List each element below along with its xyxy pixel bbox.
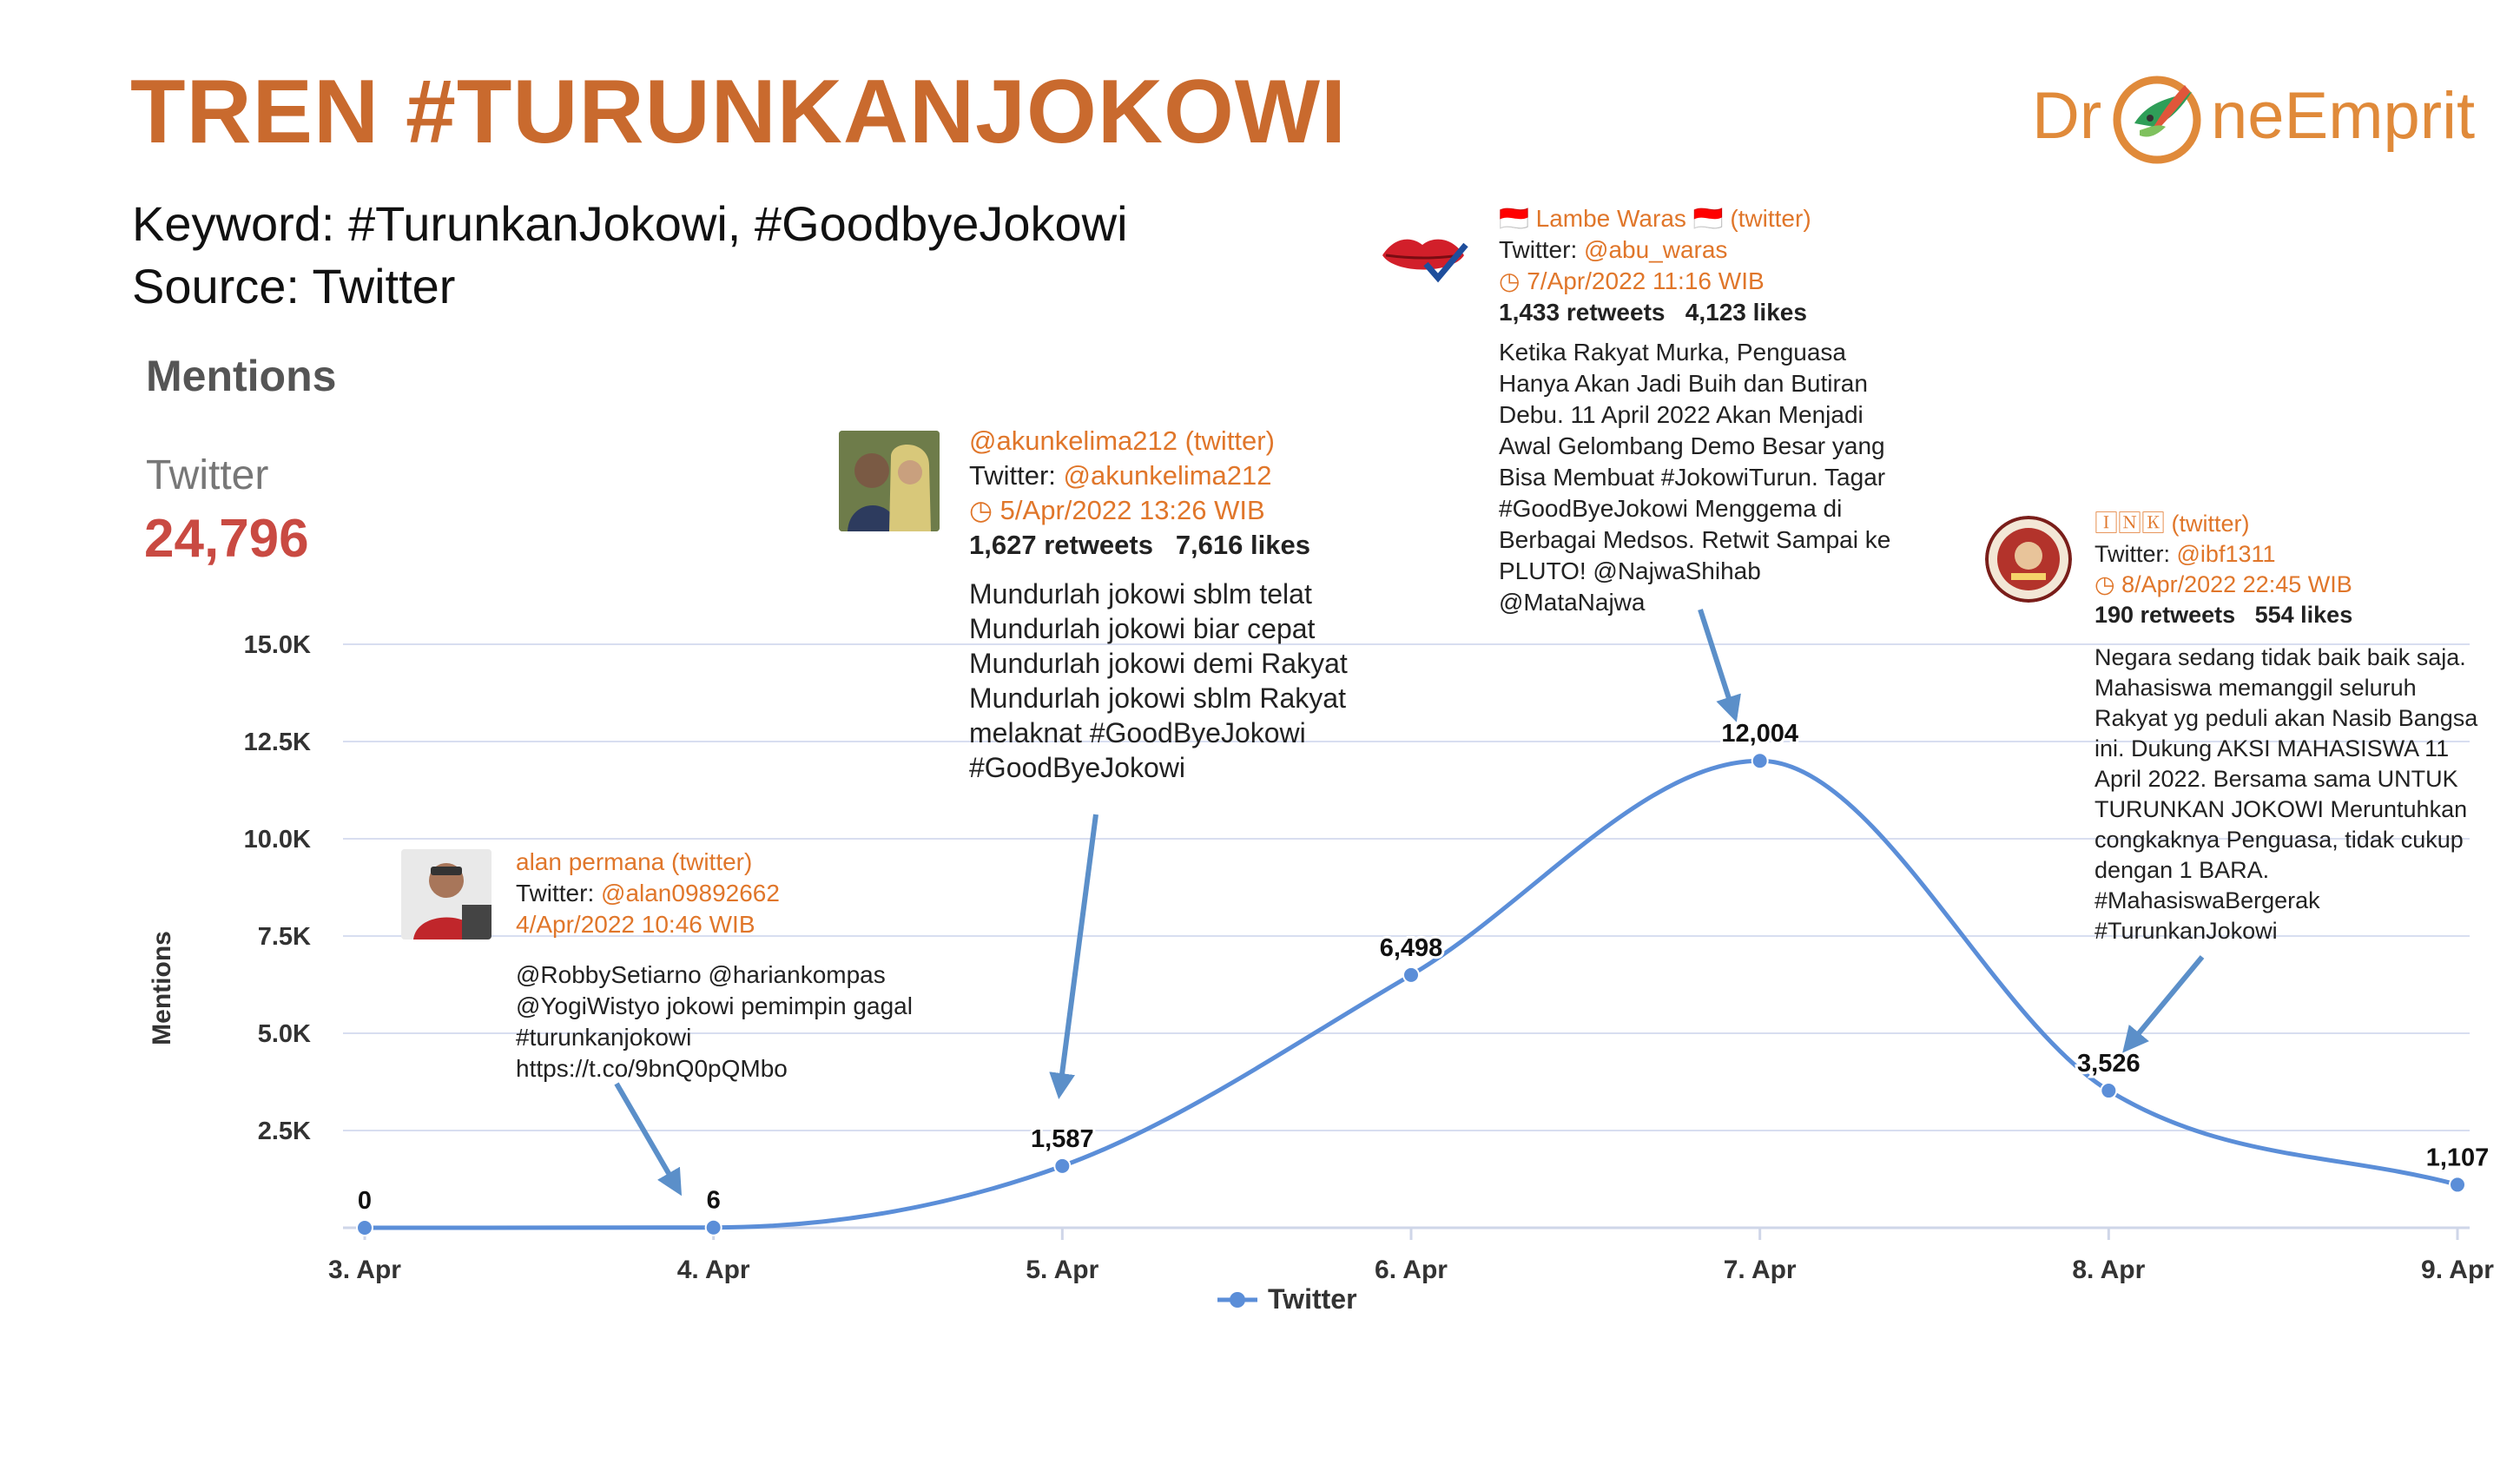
x-tick-label: 6. Apr	[1375, 1256, 1448, 1284]
chart-legend[interactable]	[1216, 1283, 1357, 1315]
annotation-handle[interactable]: @alan09892662	[601, 880, 780, 907]
annotation-date-text: 8/Apr/2022 22:45 WIB	[2121, 571, 2352, 597]
x-tick-label: 4. Apr	[676, 1256, 750, 1284]
panel-title: Mentions	[146, 352, 337, 400]
annotation-body: Ketika Rakyat Murka, Penguasa Hanya Akan Jadi Buih dan Butiran Debu. 11 April 2022 Akan Menjadi Awal Gelombang Demo Besar yang Bisa Membuat #JokowiTurun. Tagar #GoodByeJokowi Menggema di Berbagai Medsos. Retwit Sampai ke PLUTO! @NajwaShihab @MataNajwa	[1499, 339, 1891, 616]
data-point	[2450, 1177, 2465, 1192]
lips-avatar-icon	[1377, 224, 1469, 287]
annotation-handle-prefix: Twitter:	[516, 880, 602, 907]
annotation-stats: 1,433 retweets 4,123 likes	[1499, 299, 1807, 326]
avatar-ink-badge	[1985, 516, 2072, 603]
data-label: 3,526	[2077, 1050, 2141, 1078]
annotation-arrow	[617, 1084, 679, 1191]
annotation-arrow	[2126, 957, 2202, 1049]
annotation-akunkelima212	[969, 424, 1348, 785]
data-label: 1,107	[2425, 1144, 2490, 1172]
avatar-akunkelima212	[839, 431, 940, 531]
y-tick-label: 5.0K	[257, 1020, 311, 1048]
keyword-line: Keyword: #TurunkanJokowi, #GoodbyeJokowi	[132, 196, 1128, 251]
data-point	[706, 1220, 722, 1236]
y-tick-label: 15.0K	[243, 631, 311, 659]
logo-text-right: neEmprit	[2211, 79, 2476, 153]
annotation-arrow	[1700, 610, 1735, 717]
annotation-date: ◷ 5/Apr/2022 13:26 WIB	[969, 495, 1265, 525]
annotation-arrow	[1059, 814, 1096, 1094]
data-point	[1752, 753, 1768, 768]
annotation-stats: 190 retweets 554 likes	[2095, 602, 2353, 628]
data-point	[2101, 1083, 2116, 1098]
data-point	[1054, 1158, 1070, 1174]
y-tick-label: 10.0K	[243, 826, 311, 854]
y-tick-label: 7.5K	[257, 923, 311, 951]
annotation-handle[interactable]: @abu_waras	[1584, 236, 1728, 263]
data-point	[357, 1220, 373, 1236]
annotation-body: Mundurlah jokowi sblm telat Mundurlah jokowi biar cepat Mundurlah jokowi demi Rakyat Mundurlah jokowi sblm Rakyat melaknat #GoodByeJokowi #GoodByeJokowi	[969, 578, 1348, 783]
annotation-author: alan permana (twitter)	[516, 848, 753, 875]
x-tick-label: 5. Apr	[1026, 1256, 1099, 1284]
data-point	[1403, 967, 1419, 983]
data-label: 6	[706, 1186, 721, 1215]
source-line: Source: Twitter	[132, 259, 456, 313]
annotation-date-text: 7/Apr/2022 11:16 WIB	[1527, 267, 1765, 294]
legend-line-icon	[1216, 1289, 1259, 1310]
x-tick-label: 3. Apr	[328, 1256, 401, 1284]
page-title: TREN #TURUNKANJOKOWI	[130, 62, 1347, 162]
annotation-lambe-waras	[1499, 203, 1890, 618]
annotation-body: @RobbySetiarno @hariankompas @YogiWistyo jokowi pemimpin gagal #turunkanjokowi https://t.co/9bnQ0pQMbo	[516, 961, 913, 1082]
annotation-ink	[2095, 509, 2477, 946]
x-tick-label: 8. Apr	[2072, 1256, 2146, 1284]
annotation-date: ◷ 7/Apr/2022 11:16 WIB	[1499, 267, 1765, 294]
annotation-author: @akunkelima212 (twitter)	[969, 425, 1275, 456]
y-tick-label: 12.5K	[243, 728, 311, 756]
annotation-handle-prefix: Twitter:	[969, 460, 1064, 491]
x-tick-label: 9. Apr	[2421, 1256, 2494, 1284]
annotation-handle[interactable]: @ibf1311	[2176, 541, 2276, 567]
y-tick-label: 2.5K	[257, 1117, 311, 1145]
annotation-alan	[516, 847, 913, 1085]
legend-label-twitter: Twitter	[1268, 1283, 1357, 1315]
data-label: 1,587	[1031, 1124, 1094, 1153]
annotation-body: Negara sedang tidak baik baik saja. Mahasiswa memanggil seluruh Rakyat yg peduli akan Nasib Bangsa ini. Dukung AKSI MAHASISWA 11 April 2022. Bersama sama UNTUK TURUNKAN JOKOWI Meruntuhkan congkaknya Penguasa, tidak cukup dengan 1 BARA. #MahasiswaBergerak #TurunkanJokowi	[2095, 644, 2478, 944]
annotation-author: 🄸🄽🄺 (twitter)	[2095, 511, 2250, 537]
annotation-author: 🇮🇩 Lambe Waras 🇮🇩 (twitter)	[1499, 205, 1811, 232]
data-label: 12,004	[1721, 720, 1799, 748]
avatar-alan	[401, 849, 491, 939]
y-axis-title: Mentions	[148, 931, 176, 1045]
data-label: 0	[357, 1187, 373, 1215]
annotation-date-text: 5/Apr/2022 13:26 WIB	[999, 495, 1265, 525]
annotation-date: ◷ 8/Apr/2022 22:45 WIB	[2095, 571, 2352, 597]
data-label: 6,498	[1379, 933, 1443, 962]
panel-source: Twitter	[146, 452, 269, 498]
annotation-handle-prefix: Twitter:	[2095, 541, 2177, 567]
annotation-stats: 1,627 retweets 7,616 likes	[969, 530, 1310, 560]
annotation-handle[interactable]: @akunkelima212	[1063, 460, 1272, 491]
annotation-date: 4/Apr/2022 10:46 WIB	[516, 911, 755, 938]
annotation-handle-prefix: Twitter:	[1499, 236, 1585, 263]
total-mentions: 24,796	[144, 509, 309, 569]
logo-text-left: Dr	[2032, 79, 2102, 153]
x-tick-label: 7. Apr	[1723, 1256, 1797, 1284]
